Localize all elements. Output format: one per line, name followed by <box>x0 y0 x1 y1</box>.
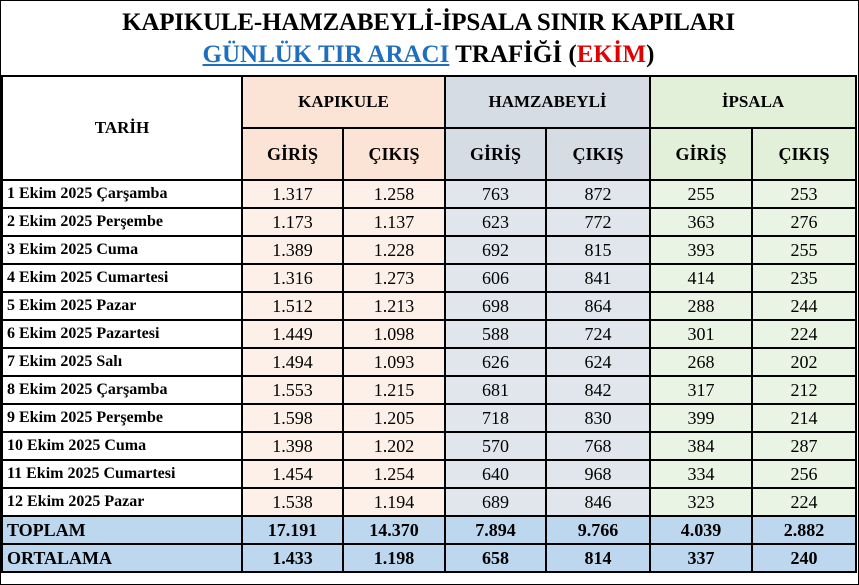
cell-kapikule-giris: 1.173 <box>242 208 343 236</box>
table-row <box>2 460 856 488</box>
table-row <box>2 320 856 348</box>
cell-hamzabeyli-giris: 763 <box>445 180 546 208</box>
header-hamzabeyli: HAMZABEYLİ <box>445 76 650 128</box>
header-kapikule-cikis: ÇIKIŞ <box>343 128 445 180</box>
cell-ipsala-cikis: 276 <box>752 208 856 236</box>
cell-kapikule-cikis: 1.098 <box>343 320 445 348</box>
cell-hamzabeyli-cikis: 872 <box>546 180 650 208</box>
title-mid: TRAFİĞİ ( <box>449 41 577 68</box>
traffic-table <box>1 75 857 573</box>
cell-kapikule-giris: 1.454 <box>242 460 343 488</box>
total-ipsala-cikis: 2.882 <box>752 516 856 544</box>
cell-ipsala-giris: 399 <box>650 404 752 432</box>
cell-kapikule-giris: 1.316 <box>242 264 343 292</box>
table-body <box>2 180 856 572</box>
cell-hamzabeyli-giris: 681 <box>445 376 546 404</box>
cell-kapikule-giris: 1.598 <box>242 404 343 432</box>
cell-kapikule-giris: 1.317 <box>242 180 343 208</box>
cell-hamzabeyli-cikis: 830 <box>546 404 650 432</box>
cell-hamzabeyli-giris: 689 <box>445 488 546 516</box>
cell-ipsala-cikis: 224 <box>752 320 856 348</box>
report-title <box>1 1 856 74</box>
cell-ipsala-cikis: 235 <box>752 264 856 292</box>
cell-hamzabeyli-giris: 640 <box>445 460 546 488</box>
row-date: 12 Ekim 2025 Pazar <box>2 488 242 516</box>
cell-ipsala-giris: 414 <box>650 264 752 292</box>
cell-ipsala-cikis: 244 <box>752 292 856 320</box>
header-ipsala-cikis: ÇIKIŞ <box>752 128 856 180</box>
cell-ipsala-cikis: 256 <box>752 460 856 488</box>
average-kapikule-giris: 1.433 <box>242 544 343 572</box>
cell-kapikule-cikis: 1.213 <box>343 292 445 320</box>
row-date: 11 Ekim 2025 Cumartesi <box>2 460 242 488</box>
cell-hamzabeyli-giris: 588 <box>445 320 546 348</box>
row-date: 1 Ekim 2025 Çarşamba <box>2 180 242 208</box>
row-date: 5 Ekim 2025 Pazar <box>2 292 242 320</box>
cell-ipsala-giris: 268 <box>650 348 752 376</box>
cell-hamzabeyli-giris: 626 <box>445 348 546 376</box>
cell-ipsala-giris: 317 <box>650 376 752 404</box>
cell-kapikule-giris: 1.449 <box>242 320 343 348</box>
row-date: 2 Ekim 2025 Perşembe <box>2 208 242 236</box>
header-hamzabeyli-giris: GİRİŞ <box>445 128 546 180</box>
cell-hamzabeyli-giris: 570 <box>445 432 546 460</box>
cell-kapikule-giris: 1.512 <box>242 292 343 320</box>
cell-kapikule-cikis: 1.205 <box>343 404 445 432</box>
cell-hamzabeyli-giris: 623 <box>445 208 546 236</box>
total-kapikule-cikis: 14.370 <box>343 516 445 544</box>
total-hamzabeyli-cikis: 9.766 <box>546 516 650 544</box>
cell-ipsala-cikis: 224 <box>752 488 856 516</box>
total-label: TOPLAM <box>2 516 242 544</box>
cell-kapikule-giris: 1.494 <box>242 348 343 376</box>
header-ipsala-giris: GİRİŞ <box>650 128 752 180</box>
total-kapikule-giris: 17.191 <box>242 516 343 544</box>
header-kapikule: KAPIKULE <box>242 76 445 128</box>
table-row <box>2 488 856 516</box>
cell-ipsala-giris: 255 <box>650 180 752 208</box>
cell-kapikule-cikis: 1.194 <box>343 488 445 516</box>
average-hamzabeyli-cikis: 814 <box>546 544 650 572</box>
cell-hamzabeyli-cikis: 624 <box>546 348 650 376</box>
cell-kapikule-cikis: 1.258 <box>343 180 445 208</box>
cell-hamzabeyli-giris: 692 <box>445 236 546 264</box>
cell-ipsala-cikis: 255 <box>752 236 856 264</box>
cell-ipsala-cikis: 214 <box>752 404 856 432</box>
cell-kapikule-giris: 1.538 <box>242 488 343 516</box>
table-row <box>2 376 856 404</box>
cell-ipsala-cikis: 287 <box>752 432 856 460</box>
table-row <box>2 236 856 264</box>
cell-ipsala-cikis: 253 <box>752 180 856 208</box>
row-date: 10 Ekim 2025 Cuma <box>2 432 242 460</box>
total-ipsala-giris: 4.039 <box>650 516 752 544</box>
cell-kapikule-giris: 1.553 <box>242 376 343 404</box>
row-date: 9 Ekim 2025 Perşembe <box>2 404 242 432</box>
cell-hamzabeyli-giris: 606 <box>445 264 546 292</box>
cell-hamzabeyli-cikis: 768 <box>546 432 650 460</box>
cell-ipsala-giris: 384 <box>650 432 752 460</box>
cell-kapikule-giris: 1.389 <box>242 236 343 264</box>
row-date: 8 Ekim 2025 Çarşamba <box>2 376 242 404</box>
table-row <box>2 404 856 432</box>
table-row <box>2 432 856 460</box>
cell-hamzabeyli-cikis: 846 <box>546 488 650 516</box>
table-row <box>2 292 856 320</box>
cell-kapikule-cikis: 1.202 <box>343 432 445 460</box>
title-highlight-blue: GÜNLÜK TIR ARACI <box>202 41 450 68</box>
table-row <box>2 180 856 208</box>
average-row <box>2 544 856 572</box>
row-date: 4 Ekim 2025 Cumartesi <box>2 264 242 292</box>
table-row <box>2 348 856 376</box>
cell-ipsala-giris: 363 <box>650 208 752 236</box>
cell-hamzabeyli-giris: 718 <box>445 404 546 432</box>
average-hamzabeyli-giris: 658 <box>445 544 546 572</box>
cell-ipsala-cikis: 202 <box>752 348 856 376</box>
cell-hamzabeyli-cikis: 842 <box>546 376 650 404</box>
cell-kapikule-cikis: 1.254 <box>343 460 445 488</box>
average-kapikule-cikis: 1.198 <box>343 544 445 572</box>
title-line-1: KAPIKULE-HAMZABEYLİ-İPSALA SINIR KAPILARI <box>122 9 735 36</box>
cell-ipsala-giris: 301 <box>650 320 752 348</box>
row-date: 6 Ekim 2025 Pazartesi <box>2 320 242 348</box>
title-end: ) <box>646 41 655 68</box>
cell-ipsala-giris: 334 <box>650 460 752 488</box>
header-ipsala: İPSALA <box>650 76 856 128</box>
title-line-2 <box>1 41 856 69</box>
cell-hamzabeyli-cikis: 772 <box>546 208 650 236</box>
table-row <box>2 208 856 236</box>
row-date: 3 Ekim 2025 Cuma <box>2 236 242 264</box>
cell-hamzabeyli-cikis: 968 <box>546 460 650 488</box>
average-ipsala-cikis: 240 <box>752 544 856 572</box>
row-date: 7 Ekim 2025 Salı <box>2 348 242 376</box>
average-label: ORTALAMA <box>2 544 242 572</box>
total-hamzabeyli-giris: 7.894 <box>445 516 546 544</box>
cell-kapikule-cikis: 1.273 <box>343 264 445 292</box>
cell-kapikule-cikis: 1.215 <box>343 376 445 404</box>
cell-kapikule-cikis: 1.228 <box>343 236 445 264</box>
title-month: EKİM <box>576 41 647 68</box>
cell-ipsala-giris: 393 <box>650 236 752 264</box>
header-kapikule-giris: GİRİŞ <box>242 128 343 180</box>
cell-kapikule-giris: 1.398 <box>242 432 343 460</box>
average-ipsala-giris: 337 <box>650 544 752 572</box>
cell-ipsala-giris: 323 <box>650 488 752 516</box>
cell-kapikule-cikis: 1.093 <box>343 348 445 376</box>
header-hamzabeyli-cikis: ÇIKIŞ <box>546 128 650 180</box>
total-row <box>2 516 856 544</box>
table-row <box>2 264 856 292</box>
cell-hamzabeyli-cikis: 841 <box>546 264 650 292</box>
cell-kapikule-cikis: 1.137 <box>343 208 445 236</box>
cell-hamzabeyli-cikis: 815 <box>546 236 650 264</box>
cell-hamzabeyli-cikis: 864 <box>546 292 650 320</box>
cell-ipsala-giris: 288 <box>650 292 752 320</box>
cell-hamzabeyli-cikis: 724 <box>546 320 650 348</box>
header-date: TARİH <box>2 76 242 180</box>
cell-hamzabeyli-giris: 698 <box>445 292 546 320</box>
cell-ipsala-cikis: 212 <box>752 376 856 404</box>
